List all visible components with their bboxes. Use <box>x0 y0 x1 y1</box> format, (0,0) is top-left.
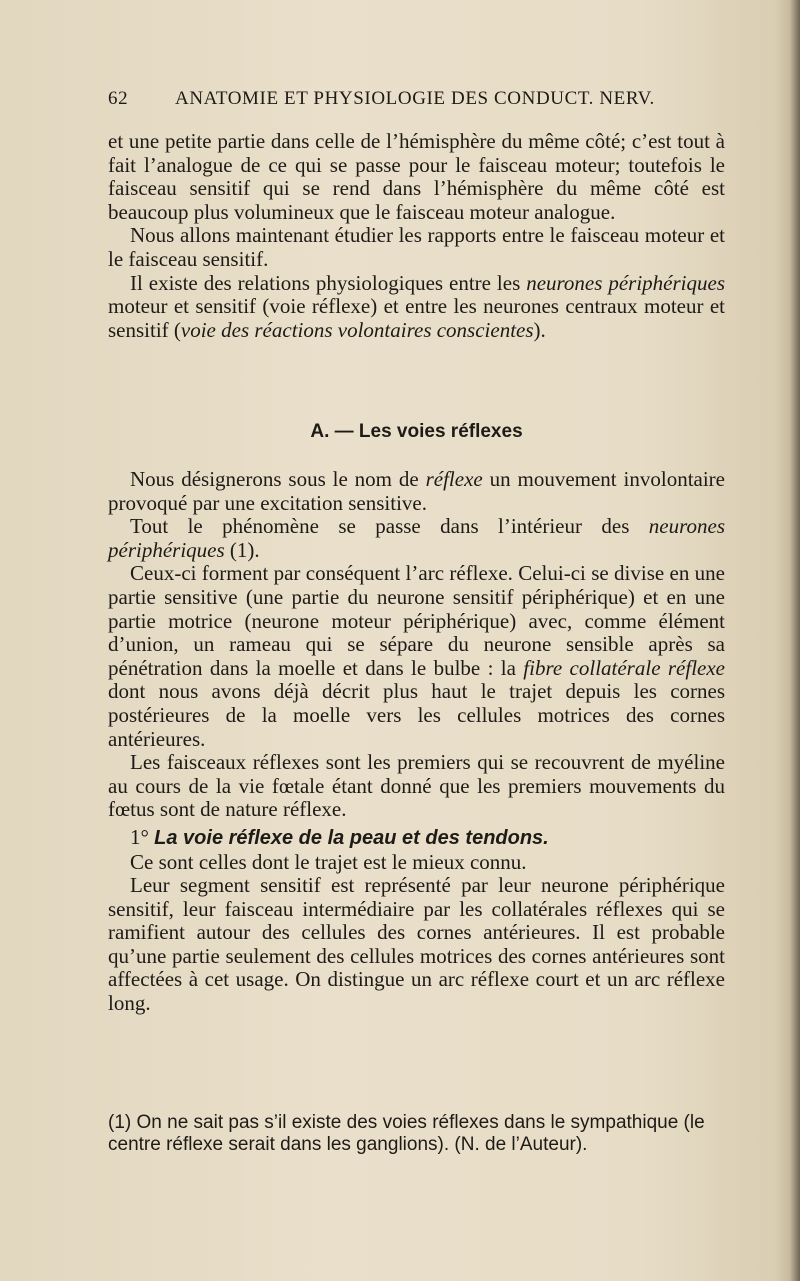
term-neurones-peripheriques: neurones périphériques <box>526 270 725 295</box>
paragraph-3: Il existe des relations physiologiques entre les neurones périphériques moteur et sensitif (voie réflexe) et entre les neurones centraux moteur et sensitif (voie des réactions volontaires conscientes). <box>108 270 725 342</box>
body-text-middle <box>108 468 725 1016</box>
page-edge-shadow <box>790 0 800 1281</box>
term-voie-reactions: voie des réactions volontaires conscientes <box>180 317 534 342</box>
paragraph-8: Ce sont celles dont le trajet est le mieux connu. <box>130 849 527 874</box>
term-fibre-collaterale: fibre collatérale réflexe <box>523 655 725 680</box>
paragraph-9: Leur segment sensitif est représenté par leur neurone périphérique sensitif, leur faisceau intermédiaire par les collatérales réflexes qui se ramifient autour des cellules des cornes antérieures. Il est probable qu’une partie seulement des cellules motrices des cornes antérieures sont affectées à cet usage. On distingue un arc réflexe court et un arc réflexe long. <box>108 873 725 1016</box>
page-number: 62 <box>108 88 129 109</box>
subsection-title: La voie réflexe de la peau et des tendons. <box>154 826 549 849</box>
paragraph-4: Nous désignerons sous le nom de réflexe un mouvement involontaire provoqué par une excitation sensitive. <box>108 467 725 515</box>
section-heading-a: A. — Les voies réflexes <box>310 421 523 442</box>
term-reflexe: réflexe <box>425 467 483 491</box>
paragraph-7: Les faisceaux réflexes sont les premiers qui se recouvrent de myéline au cours de la vie fœtale étant donné que les premiers mouvements du fœtus sont de nature réflexe. <box>108 750 725 822</box>
subsection-number: 1° <box>130 824 149 849</box>
paragraph-2: Nous allons maintenant étudier les rapports entre le faisceau moteur et le faisceau sensitif. <box>108 223 725 271</box>
paragraph-1: et une petite partie dans celle de l’hémisphère du même côté; c’est tout à fait l’analogue de ce qui se passe pour le faisceau moteur; toutefois le faisceau sensitif qui se rend dans l’hémisphère du même côté est beaucoup plus volumineux que le faisceau moteur analogue. <box>108 129 725 224</box>
subsection-heading-1 <box>108 826 725 851</box>
footnote: (1) On ne sait pas s’il existe des voies réflexes dans le sympathique (le centre réflexe serait dans les ganglions). (N. de l’Auteur). <box>108 1112 705 1155</box>
term-neurones-peripheriques-2: neurones périphériques <box>108 514 725 562</box>
running-header <box>108 88 668 116</box>
paragraph-6: Ceux-ci forment par conséquent l’arc réflexe. Celui-ci se divise en une partie sensitive (une partie du neurone sensitif périphérique) et en une partie motrice (neurone moteur périphérique) avec, comme élément d’union, un rameau qui se sépare du neurone sensible après sa pénétration dans la moelle et dans le bulbe : la fibre collatérale réflexe dont nous avons déjà décrit plus haut le trajet depuis les cornes postérieures de la moelle vers les cellules motrices des cornes antérieures. <box>108 561 725 751</box>
running-title: ANATOMIE ET PHYSIOLOGIE DES CONDUCT. NERV. <box>175 88 655 109</box>
paragraph-5: Tout le phénomène se passe dans l’intérieur des neurones périphériques (1). <box>108 514 725 562</box>
body-text-top <box>108 130 725 342</box>
